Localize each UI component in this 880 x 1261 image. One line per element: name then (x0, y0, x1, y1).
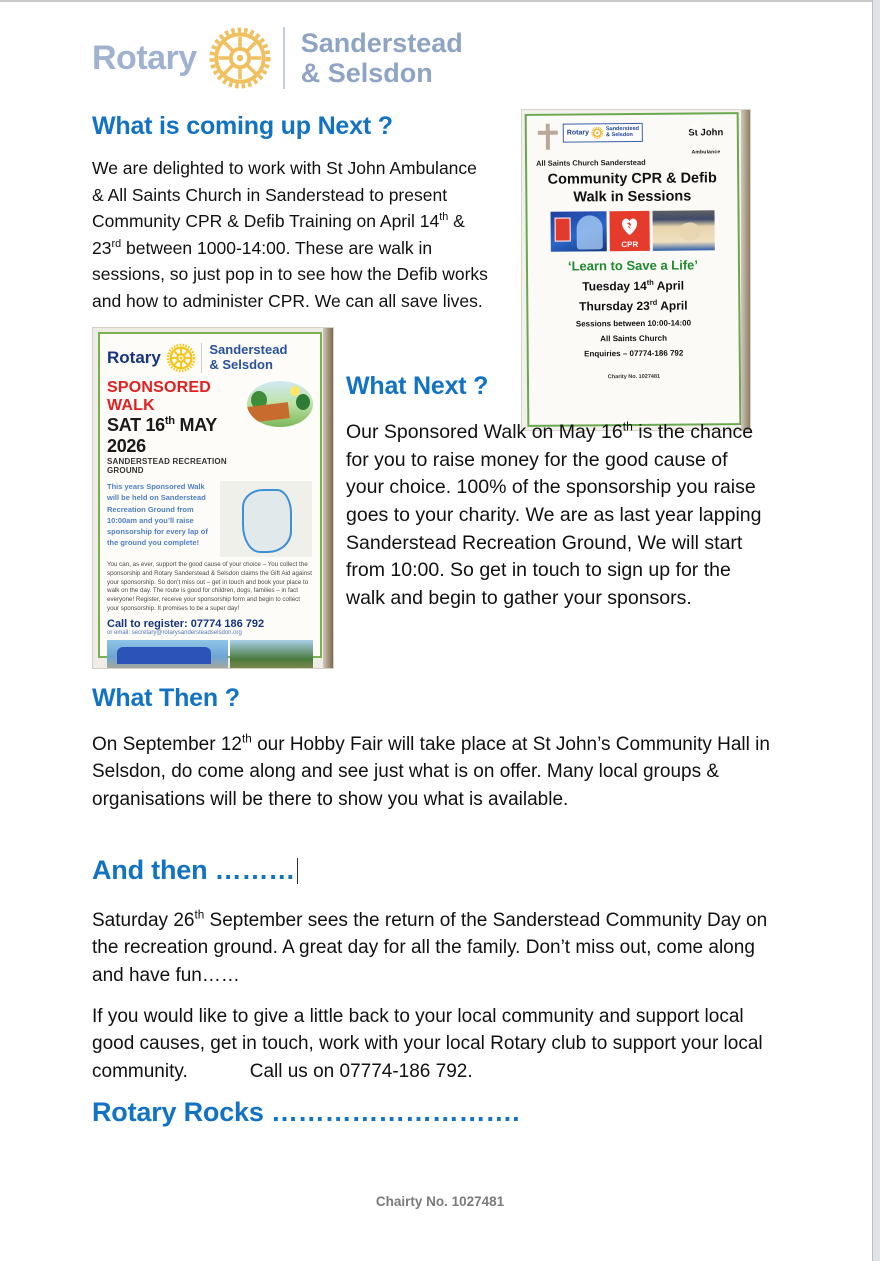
heading-coming-up-next: What is coming up Next ? (92, 112, 393, 140)
and-then-sup-1: th (194, 908, 205, 922)
walk-rotary-logo (107, 341, 313, 375)
cpr-enquiries: Enquiries – 07774-186 792 (584, 348, 684, 359)
cpr-venue: All Saints Church (600, 334, 667, 344)
walk-club-line2: & Selsdon (209, 357, 273, 372)
cpr-title-line1: Community CPR & Defib (547, 170, 717, 188)
paragraph-and-then (92, 907, 782, 989)
cpr-day2-sup: rd (649, 298, 658, 308)
what-then-text-2: our Hobby Fair will take place at St John’s Community Hall in Selsdon, do come along and see just what is on offer. Many local groups & organisations will be there to show you what is available. (92, 734, 770, 810)
cpr-tagline: ‘Learn to Save a Life’ (567, 257, 699, 274)
club-name-line2: & Selsdon (300, 58, 433, 88)
cpr-club-line2: & Selsdon (605, 131, 633, 138)
coming-up-text-1: We are delighted to work with St John Ambulance & All Saints Church in Sanderstead to present Community CPR & Defib Training on April 14 (92, 158, 477, 232)
page-scrollbar-edge[interactable] (872, 0, 880, 1261)
cpr-day1-post: April (653, 278, 685, 294)
cpr-day2-pre: Thursday 23 (579, 299, 650, 314)
poster-image-sponsored-walk (93, 328, 333, 668)
walk-date-post: MAY 2026 (107, 415, 217, 456)
walk-date (107, 415, 247, 457)
closing-call-us: Call us on 07774-186 792. (249, 1060, 473, 1082)
what-next-text-1: Our Sponsored Walk on May 16 (346, 421, 623, 443)
coming-up-text-3: between 1000-14:00. These are walk in sessions, so just pop in to see how the Defib works and how to administer CPR. We can all save lives. (92, 237, 488, 311)
and-then-text-2: September sees the return of the Sanderstead Community Day on the recreation ground. A great day for all the family. Don’t miss out, come along and have fun…… (92, 910, 768, 986)
walk-date-sup: th (164, 415, 175, 427)
text-cursor (297, 858, 298, 884)
walk-email-line: or email: secretary@rotarysandersteadselsdon.org (107, 629, 242, 636)
heading-what-next: What Next ? (346, 372, 489, 400)
cpr-manikin-photo (652, 211, 714, 252)
heading-what-then: What Then ? (92, 684, 240, 712)
church-cross-icon (537, 124, 559, 150)
coming-up-sup-2: rd (111, 237, 122, 250)
countryside-scene-illustration (247, 381, 313, 427)
poster-image-cpr-defib (522, 110, 750, 430)
cpr-session-day-2 (535, 299, 731, 315)
walk-route-map (220, 481, 312, 557)
st-john-ambulance-logo (682, 122, 730, 158)
coming-up-sup-1: th (439, 211, 449, 224)
walk-walkers-photo (230, 640, 313, 668)
cpr-illustration-row (534, 211, 730, 253)
cpr-badge-label: CPR (621, 240, 639, 250)
cpr-charity-number: Charity No. 1027481 (607, 374, 661, 381)
walk-poster-sheet (98, 332, 322, 658)
walk-description: This years Sponsored Walk will be held on Sanderstead Recreation Ground from 10:00am and you’ll raise sponsorship for every lap of the ground you complete! (107, 482, 208, 548)
what-next-sup-1: th (622, 419, 633, 434)
st-john-sub: Ambulance (691, 149, 721, 156)
club-name (301, 28, 463, 88)
walk-venue: SANDERSTEAD RECREATION GROUND (107, 457, 227, 475)
cpr-day2-post: April (657, 298, 688, 314)
paragraph-what-next (346, 419, 770, 613)
and-then-heading-text: And then ……… (92, 855, 296, 885)
cpr-poster-sheet (525, 112, 742, 427)
cpr-day1-pre: Tuesday 14 (582, 279, 647, 294)
cpr-heart-icon (609, 211, 649, 251)
walk-small-print: You can, as ever, support the good cause of your choice – You collect the sponsorship and Rotary Sanderstead & Selsdon claims the Gift Aid against your sponsorship. So don’t miss out – get in touch and book your place to walk on the day. The route is good for children, dogs, families – in fact everyone! Register, receive your sponsorship form and begin to collect your sponsorship. It promises to be a super day! (107, 561, 312, 612)
cpr-rotary-club-name (606, 127, 639, 139)
rotary-wheel-icon (209, 27, 271, 89)
paragraph-closing (92, 1003, 782, 1085)
cpr-rotary-logo (563, 123, 643, 143)
walk-call-to-register: Call to register: 07774 186 792 (107, 617, 265, 630)
what-then-text-1: On September 12 (92, 734, 242, 755)
cpr-rotary-wheel-icon (591, 126, 604, 139)
logo-divider (283, 27, 285, 89)
defibrillator-illustration (550, 212, 606, 252)
and-then-text-1: Saturday 26 (92, 910, 195, 931)
cpr-title-line2: Walk in Sessions (573, 188, 692, 206)
st-john-name: St John (688, 127, 724, 139)
cpr-session-times: Sessions between 10:00-14:00 (575, 318, 692, 329)
cpr-session-day-1 (535, 279, 731, 295)
cpr-church-label: All Saints Church Sanderstead (536, 157, 646, 168)
walk-club-name (209, 343, 287, 372)
walk-poster-page-edge (323, 328, 333, 668)
rotary-logo-header (92, 18, 512, 98)
cpr-day1-sup: th (646, 278, 654, 288)
cpr-club-line1: Sandersteed (605, 125, 639, 132)
walk-sponsored-title: SPONSORED WALK (107, 379, 212, 414)
what-then-sup-1: th (241, 732, 252, 746)
walk-club-line1: Sanderstead (209, 342, 288, 358)
coming-up-text-2: & 23 (92, 211, 465, 258)
walk-rotary-wheel-icon (166, 343, 196, 373)
walk-rotary-wordmark: Rotary (107, 348, 161, 367)
walk-date-pre: SAT 16 (107, 415, 165, 435)
walk-gazebo-photo (107, 640, 228, 668)
cpr-poster-title (534, 170, 730, 207)
cpr-poster-page-edge (741, 110, 750, 430)
paragraph-what-then (92, 731, 780, 813)
cpr-rotary-wordmark: Rotary (566, 129, 590, 137)
heading-rotary-rocks: Rotary Rocks ………………………. (92, 1097, 520, 1127)
club-name-line1: Sanderstead (300, 27, 463, 58)
walk-photo-row (107, 640, 313, 668)
paragraph-coming-up-next (92, 155, 492, 315)
footer-charity-number: Chairty No. 1027481 (375, 1194, 505, 1209)
closing-text-1: If you would like to give a little back to your local community and support local good causes, get in touch, work with your local Rotary club to support your local community. (92, 1006, 763, 1082)
rotary-wordmark: Rotary (92, 39, 197, 77)
what-next-text-2: is the chance for you to raise money for the good cause of your choice. 100% of the sponsorship you raise goes to your charity. We are as last year lapping Sanderstead Recreation Ground, We will start from 10:00. So get in touch to sign up for the walk and begin to gather your sponsors. (346, 421, 762, 610)
heading-and-then (92, 855, 298, 886)
